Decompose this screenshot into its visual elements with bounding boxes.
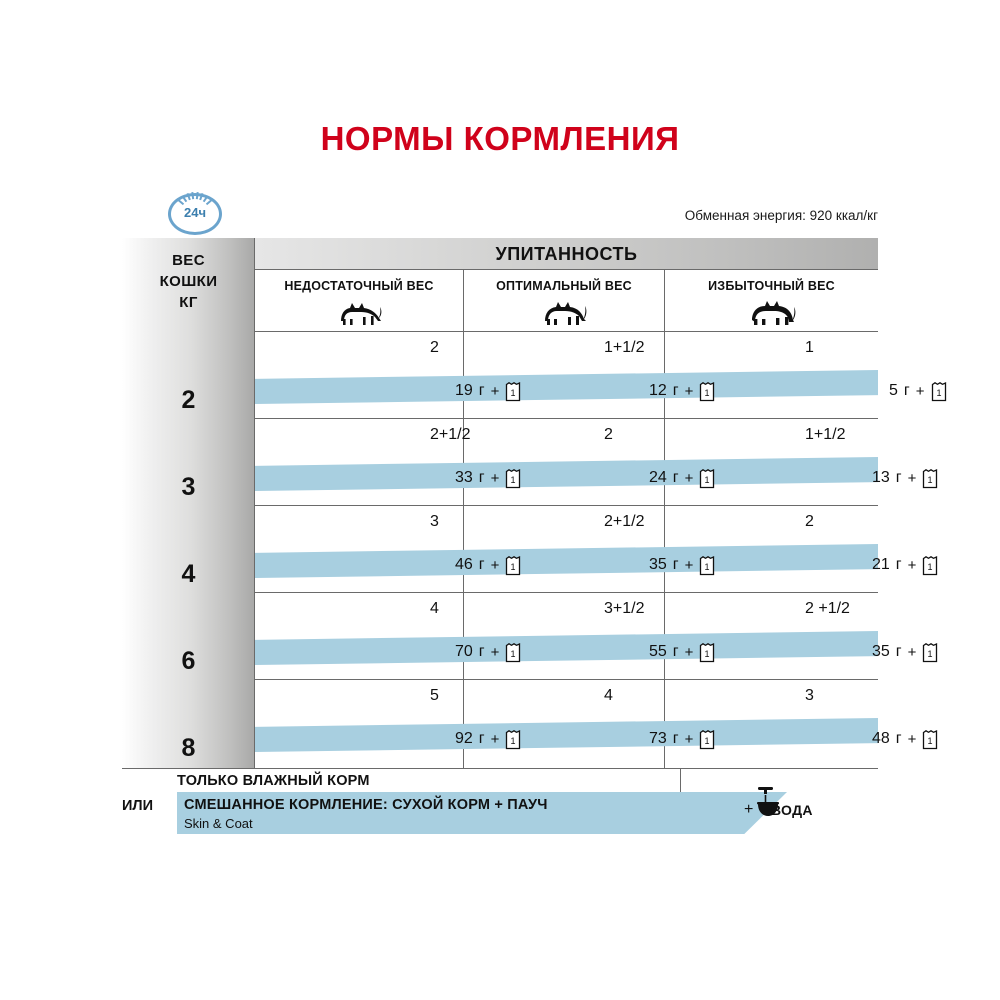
- plus-sign: +: [907, 643, 917, 661]
- pouch-icon: [505, 642, 521, 663]
- dry-amount: [649, 379, 715, 403]
- feeding-table: [122, 238, 942, 768]
- dry-amount: [649, 727, 715, 751]
- svg-text:1: 1: [927, 735, 933, 746]
- pouch-amount: 2+1/2: [604, 513, 645, 530]
- plus-sign: +: [490, 556, 500, 574]
- table-row: [255, 419, 933, 506]
- plus-sign: +: [490, 643, 500, 661]
- normal-cat-icon: [464, 300, 664, 331]
- pouch-icon: [699, 555, 715, 576]
- pouch-icon: [505, 381, 521, 402]
- grams-value: 70: [455, 643, 473, 660]
- grams-unit: г: [672, 730, 679, 747]
- pouch-icon: [505, 555, 521, 576]
- plus-sign: +: [744, 801, 754, 818]
- grams-value: 13: [872, 469, 890, 486]
- grams-value: 35: [649, 556, 667, 573]
- dry-amount: [649, 640, 715, 664]
- pouch-icon: [505, 729, 521, 750]
- dry-amount: [872, 727, 938, 751]
- svg-text:1: 1: [704, 561, 710, 572]
- grams-unit: г: [672, 643, 679, 660]
- svg-text:1: 1: [936, 387, 942, 398]
- grams-value: 21: [872, 556, 890, 573]
- column-label: ОПТИМАЛЬНЫЙ ВЕС: [496, 279, 632, 293]
- dry-amount: [455, 640, 521, 664]
- plus-sign: +: [490, 730, 500, 748]
- dry-amount: [455, 727, 521, 751]
- dry-amount: [649, 553, 715, 577]
- grams-value: 73: [649, 730, 667, 747]
- pouch-amount: 1: [805, 339, 814, 356]
- svg-text:1: 1: [510, 735, 516, 746]
- svg-text:1: 1: [927, 474, 933, 485]
- svg-text:1: 1: [510, 648, 516, 659]
- water-note: [718, 786, 878, 832]
- table-row: [255, 332, 942, 419]
- row-band: [255, 370, 878, 404]
- pouch-amount: 2 +1/2: [805, 600, 850, 617]
- weight-column-header: [122, 250, 255, 313]
- page-title: НОРМЫ КОРМЛЕНИЯ: [320, 120, 680, 157]
- svg-text:1: 1: [927, 648, 933, 659]
- grams-unit: г: [895, 643, 902, 660]
- plus-sign: +: [490, 382, 500, 400]
- grams-value: 35: [872, 643, 890, 660]
- footer: [122, 768, 878, 836]
- dry-amount: [872, 553, 938, 577]
- grams-value: 19: [455, 382, 473, 399]
- pouch-icon: [922, 555, 938, 576]
- plus-sign: +: [684, 382, 694, 400]
- weight-header-line-2: КОШКИ: [159, 273, 218, 290]
- column-header-optimal: [464, 270, 664, 332]
- weight-value: 4: [181, 560, 196, 588]
- plus-sign: +: [907, 469, 917, 487]
- row-band: [255, 544, 878, 578]
- grams-unit: г: [478, 643, 485, 660]
- grams-unit: г: [895, 730, 902, 747]
- weight-value: 2: [181, 386, 196, 414]
- svg-text:1: 1: [704, 648, 710, 659]
- dry-amount: [455, 379, 521, 403]
- dry-amount: [872, 466, 938, 490]
- plus-sign: +: [490, 469, 500, 487]
- weight-header-line-1: ВЕС: [172, 252, 205, 269]
- svg-text:1: 1: [704, 387, 710, 398]
- plus-sign: +: [684, 556, 694, 574]
- badge-label: 24ч: [183, 205, 206, 220]
- condition-header-label: УПИТАННОСТЬ: [495, 244, 638, 264]
- weight-value: 8: [181, 734, 196, 762]
- grams-value: 92: [455, 730, 473, 747]
- pouch-icon: [922, 642, 938, 663]
- weight-value: 6: [181, 647, 196, 675]
- grams-unit: г: [672, 382, 679, 399]
- weight-header-line-3: КГ: [179, 294, 198, 311]
- pouch-amount: 4: [430, 600, 439, 617]
- grams-value: 46: [455, 556, 473, 573]
- grams-unit: г: [895, 469, 902, 486]
- plus-sign: +: [684, 469, 694, 487]
- pouch-amount: 3: [430, 513, 439, 530]
- or-label: ИЛИ: [122, 798, 154, 814]
- dry-amount: [872, 640, 938, 664]
- pouch-icon: [505, 468, 521, 489]
- pouch-amount: 3: [805, 687, 814, 704]
- grams-unit: г: [895, 556, 902, 573]
- grams-value: 55: [649, 643, 667, 660]
- pouch-amount: 2+1/2: [430, 426, 471, 443]
- column-header-underweight: [255, 270, 463, 332]
- weight-column: [122, 238, 255, 768]
- grams-unit: г: [903, 382, 910, 399]
- svg-text:1: 1: [704, 735, 710, 746]
- grams-value: 33: [455, 469, 473, 486]
- metabolizable-energy-note: Обменная энергия: 920 ккал/кг: [684, 208, 878, 223]
- svg-text:1: 1: [510, 474, 516, 485]
- row-band: [255, 457, 878, 491]
- grams-unit: г: [478, 382, 485, 399]
- svg-text:1: 1: [510, 387, 516, 398]
- grams-unit: г: [478, 730, 485, 747]
- pouch-amount: 5: [430, 687, 439, 704]
- plus-sign: +: [684, 730, 694, 748]
- grams-unit: г: [672, 556, 679, 573]
- dry-amount: [455, 553, 521, 577]
- product-name: Skin & Coat: [184, 816, 253, 831]
- column-label: ИЗБЫТОЧНЫЙ ВЕС: [708, 279, 835, 293]
- mixed-feeding-label: СМЕШАННОЕ КОРМЛЕНИЕ: СУХОЙ КОРМ + ПАУЧ: [184, 797, 548, 813]
- dry-amount: [455, 466, 521, 490]
- pouch-amount: 4: [604, 687, 613, 704]
- svg-text:1: 1: [704, 474, 710, 485]
- clock-24h-icon: [168, 193, 222, 235]
- pouch-icon: [699, 642, 715, 663]
- pouch-icon: [699, 468, 715, 489]
- svg-text:1: 1: [927, 561, 933, 572]
- plus-sign: +: [907, 556, 917, 574]
- weight-value: 3: [181, 473, 196, 501]
- dry-amount: [889, 379, 947, 403]
- pouch-icon: [931, 381, 947, 402]
- pouch-amount: 2: [604, 426, 613, 443]
- svg-text:1: 1: [510, 561, 516, 572]
- pouch-amount: 3+1/2: [604, 600, 645, 617]
- grams-unit: г: [478, 469, 485, 486]
- pouch-icon: [699, 729, 715, 750]
- row-band: [255, 718, 878, 752]
- grams-value: 24: [649, 469, 667, 486]
- table-body: [255, 332, 942, 768]
- pouch-icon: [922, 468, 938, 489]
- grams-value: 12: [649, 382, 667, 399]
- table-row: [255, 506, 933, 593]
- condition-subheader: [255, 270, 878, 332]
- grams-value: 48: [872, 730, 890, 747]
- pouch-amount: 2: [805, 513, 814, 530]
- pouch-icon: [699, 381, 715, 402]
- dry-amount: [649, 466, 715, 490]
- plus-sign: +: [915, 382, 925, 400]
- table-row: [255, 593, 933, 680]
- plus-sign: +: [684, 643, 694, 661]
- wet-only-label: ТОЛЬКО ВЛАЖНЫЙ КОРМ: [177, 773, 370, 789]
- water-label: ВОДА: [771, 802, 813, 818]
- table-row: [255, 680, 933, 767]
- plus-sign: +: [907, 730, 917, 748]
- condition-header-band: [255, 238, 878, 270]
- row-band: [255, 631, 878, 665]
- overweight-cat-icon: [665, 300, 878, 331]
- pouch-amount: 1+1/2: [805, 426, 846, 443]
- thin-cat-icon: [255, 300, 463, 331]
- grams-unit: г: [672, 469, 679, 486]
- column-header-overweight: [665, 270, 878, 332]
- pouch-icon: [922, 729, 938, 750]
- column-label: НЕДОСТАТОЧНЫЙ ВЕС: [284, 279, 434, 293]
- pouch-amount: 1+1/2: [604, 339, 645, 356]
- pouch-amount: 2: [430, 339, 439, 356]
- grams-unit: г: [478, 556, 485, 573]
- grams-value: 5: [889, 382, 898, 399]
